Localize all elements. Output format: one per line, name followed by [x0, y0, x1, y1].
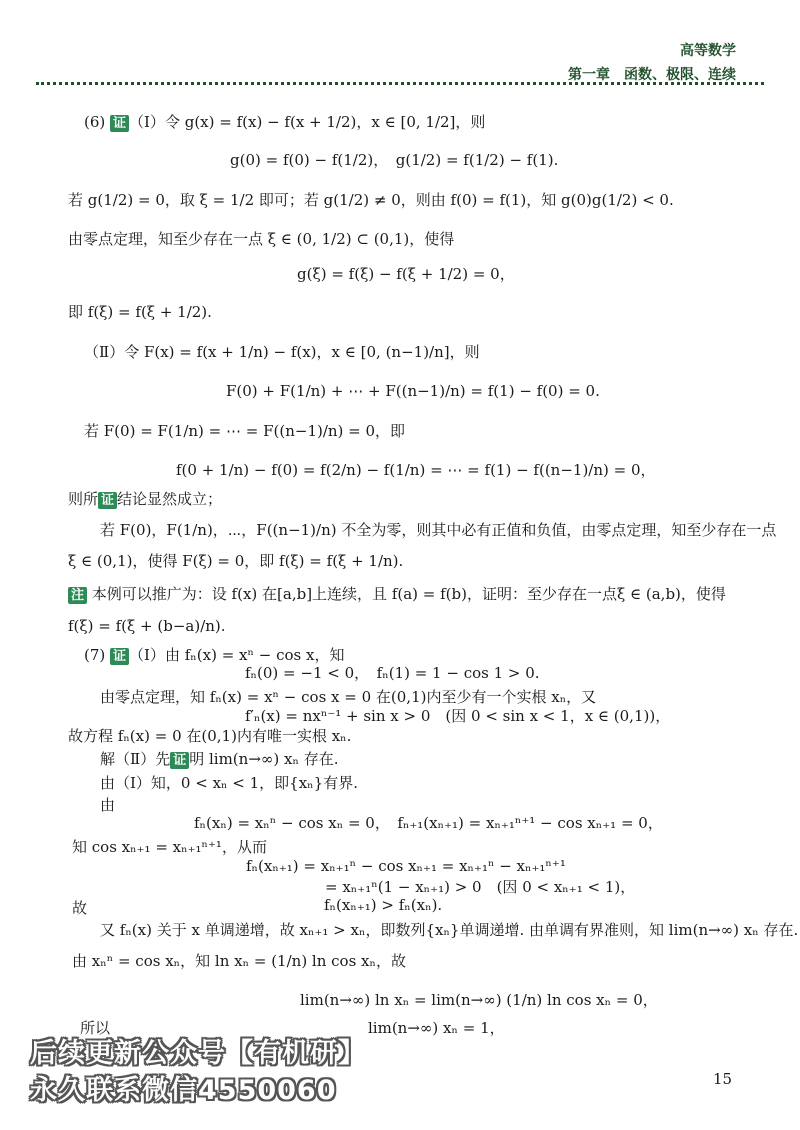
text-line: 注 本例可以推广为：设 f(x) 在[a,b]上连续，且 f(a) = f(b)，证明：至少存在一点ξ ∈ (a,b)，使得 — [68, 584, 726, 604]
text-line: F(0) + F(1/n) + ⋯ + F((n−1)/n) = f(1) − f(0) = 0. — [226, 382, 600, 400]
text-line: 故 — [72, 899, 88, 917]
text-line: g(ξ) = f(ξ) − f(ξ + 1/2) = 0， — [297, 265, 515, 283]
proof-tag: 证 — [110, 115, 129, 132]
text-line: (7) 证 （Ⅰ）由 fₙ(x) = xⁿ − cos x，知 — [84, 646, 345, 664]
proof-tag: 证 — [170, 752, 189, 769]
text-line: 即 f(ξ) = f(ξ + 1/2). — [68, 303, 212, 321]
proof-tag: 证 — [110, 648, 129, 665]
page-number: 15 — [713, 1070, 733, 1088]
text-line: 故方程 fₙ(x) = 0 在(0,1)内有唯一实根 xₙ. — [68, 727, 352, 745]
page-header — [568, 40, 736, 84]
text-line: fₙ(0) = −1 < 0， fₙ(1) = 1 − cos 1 > 0. — [245, 664, 540, 682]
text-line: 则所 证 结论显然成立； — [68, 490, 223, 508]
watermark-line-2: 永久联系微信4550060 — [30, 1075, 337, 1106]
text-line: 若 F(0)，F(1/n)，⋯，F((n−1)/n) 不全为零，则其中必有正值和负值，由零点定理，知至少存在一点 — [100, 521, 777, 539]
text-line: 知 cos xₙ₊₁ = xₙ₊₁ⁿ⁺¹，从而 — [72, 838, 267, 856]
text-line: 由（Ⅰ）知，0 < xₙ < 1，即{xₙ}有界. — [100, 774, 358, 792]
text-line: g(0) = f(0) − f(1/2)， g(1/2) = f(1/2) − f(1). — [230, 151, 559, 169]
text-line: fₙ(xₙ₊₁) = xₙ₊₁ⁿ − cos xₙ₊₁ = xₙ₊₁ⁿ − xₙ₊₁ⁿ⁺¹ — [246, 857, 566, 875]
text-line: lim(n→∞) ln xₙ = lim(n→∞) (1/n) ln cos xₙ = 0， — [300, 991, 658, 1009]
text-line: 所以 — [80, 1019, 111, 1037]
header-rule — [36, 82, 764, 85]
watermark-line-1: 后续更新公众号【有机研】 — [30, 1038, 366, 1069]
text-line: lim(n→∞) xₙ = 1， — [368, 1019, 505, 1037]
text-line: ξ ∈ (0,1)，使得 F(ξ) = 0，即 f(ξ) = f(ξ + 1/n). — [68, 552, 404, 570]
text-line: 解（Ⅱ）先 证 明 lim(n→∞) xₙ 存在. — [100, 750, 339, 768]
text-line: 由零点定理，知 fₙ(x) = xⁿ − cos x = 0 在(0,1)内至少有一个实根 xₙ，又 — [100, 688, 597, 706]
text-line: 又 fₙ(x) 关于 x 单调递增，故 xₙ₊₁ > xₙ，即数列{xₙ}单调递增. 由单调有界准则，知 lim(n→∞) xₙ 存在. — [100, 921, 799, 939]
text-line: （Ⅱ）令 F(x) = f(x + 1/n) − f(x)，x ∈ [0, (n−1)/n]，则 — [84, 343, 480, 361]
book-title: 高等数学 — [680, 43, 736, 59]
text-line: 若 F(0) = F(1/n) = ⋯ = F((n−1)/n) = 0，即 — [84, 422, 406, 440]
text-line: fₙ(xₙ₊₁) > fₙ(xₙ). — [324, 896, 443, 914]
text-line: 由 — [100, 796, 116, 814]
text-line: (6) 证 （Ⅰ）令 g(x) = f(x) − f(x + 1/2)，x ∈ [0, 1/2]，则 — [84, 113, 486, 131]
text-line: = xₙ₊₁ⁿ(1 − xₙ₊₁) > 0 (因 0 < xₙ₊₁ < 1)， — [325, 878, 636, 896]
text-line: f′ₙ(x) = nxⁿ⁻¹ + sin x > 0 (因 0 < sin x < 1，x ∈ (0,1))， — [245, 707, 671, 725]
chapter-title: 第一章 函数、极限、连续 — [568, 67, 736, 83]
text-line: 由 xₙⁿ = cos xₙ，知 ln xₙ = (1/n) ln cos xₙ，故 — [72, 952, 407, 970]
note-tag: 注 — [68, 587, 87, 604]
text-line: f(ξ) = f(ξ + (b−a)/n). — [68, 617, 226, 635]
text-line: fₙ(xₙ) = xₙⁿ − cos xₙ = 0， fₙ₊₁(xₙ₊₁) = xₙ₊₁ⁿ⁺¹ − cos xₙ₊₁ = 0， — [194, 814, 663, 832]
text-line: f(0 + 1/n) − f(0) = f(2/n) − f(1/n) = ⋯ = f(1) − f((n−1)/n) = 0， — [176, 461, 656, 479]
text-line: 若 g(1/2) = 0，取 ξ = 1/2 即可；若 g(1/2) ≠ 0，则由 f(0) = f(1)，知 g(0)g(1/2) < 0. — [68, 191, 674, 209]
proof-tag: 证 — [98, 492, 117, 509]
text-line: 由零点定理，知至少存在一点 ξ ∈ (0, 1/2) ⊂ (0,1)，使得 — [68, 230, 455, 248]
